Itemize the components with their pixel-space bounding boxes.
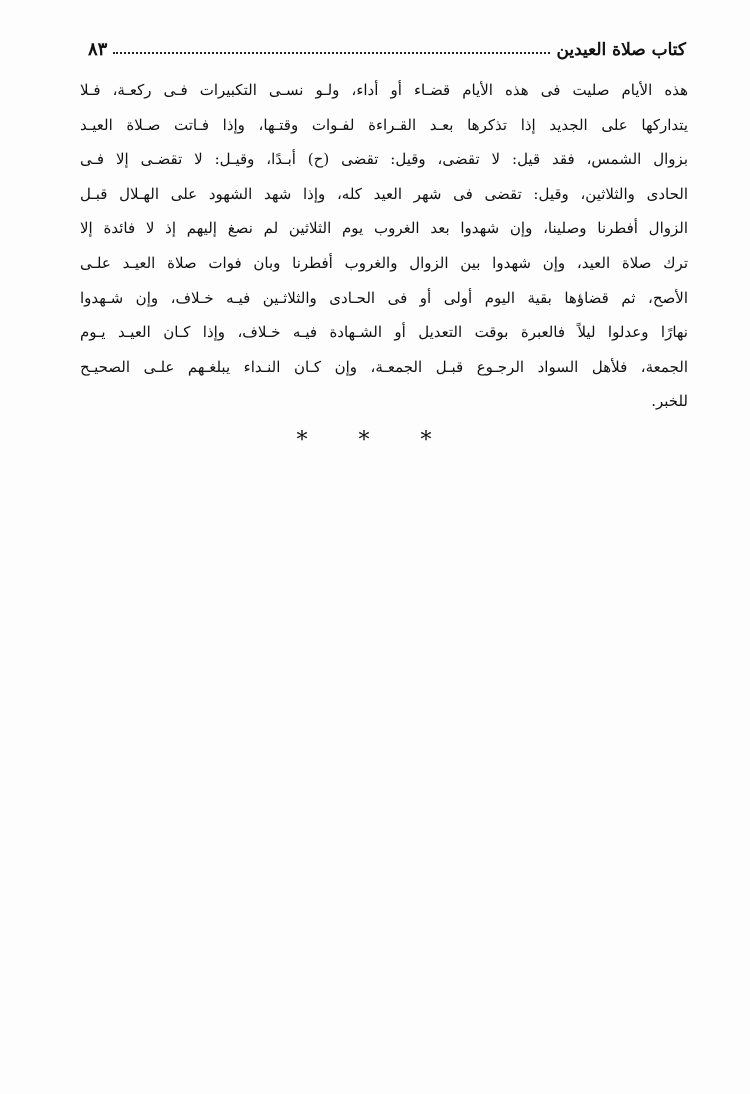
text-line: يتداركها على الجديد إذا تذكرها بعـد القـراءة لفـوات وقتـها، وإذا فـاتت صـلاة العيـد: [80, 115, 688, 134]
header-dot-leader: [113, 52, 550, 54]
text-line: الزوال أفطرنا وصلينا، وإن شهدوا بعد الغروب يوم الثلاثين لم نصغ إليهم إذ لا فائدة إلا: [80, 219, 688, 238]
text-line-last: للخبر.: [651, 392, 688, 411]
text-line: نهارًا وعدلوا ليلاً فالعبرة بوقت التعديل أو الشـهادة فيـه خـلاف، وإذا كـان العيـد يـوم: [80, 323, 688, 342]
text-line: الحادى والثلاثين، وقيل: تقضى فى شهر العيد كله، وإذا شهد الشهود على الهـلال قبـل: [80, 184, 688, 203]
page-number: ٨٣: [88, 39, 108, 60]
text-line: ترك صلاة العيد، وإن شهدوا بين الزوال والغروب أفطرنا وبان فوات صلاة العيـد علـى: [80, 253, 688, 272]
section-separator: * * *: [296, 428, 454, 453]
text-line: هذه الأيام صليت فى هذه الأيام قضـاء أو أداء، ولـو نسـى التكبيرات فـى ركعـة، فـلا: [80, 81, 688, 99]
page-header: [88, 36, 686, 60]
text-line: الجمعة، فلأهل السواد الرجـوع قبـل الجمعـة، وإن كـان النـداء يبلغـهم علـى الصحيـح: [80, 357, 688, 376]
body-text: [80, 73, 688, 419]
text-line: بزوال الشمس، فقد قيل: لا تقضى، وقيل: تقضى (ح) أبـدًا، وقيـل: لا تقضـى إلا فـى: [80, 150, 688, 169]
text-line: الأصح، ثم قضاؤها بقية اليوم أولى أو فى الحـادى والثلاثـين فيـه خـلاف، وإن شـهدوا: [80, 288, 688, 307]
chapter-title: كتاب صلاة العيدين: [556, 40, 686, 60]
